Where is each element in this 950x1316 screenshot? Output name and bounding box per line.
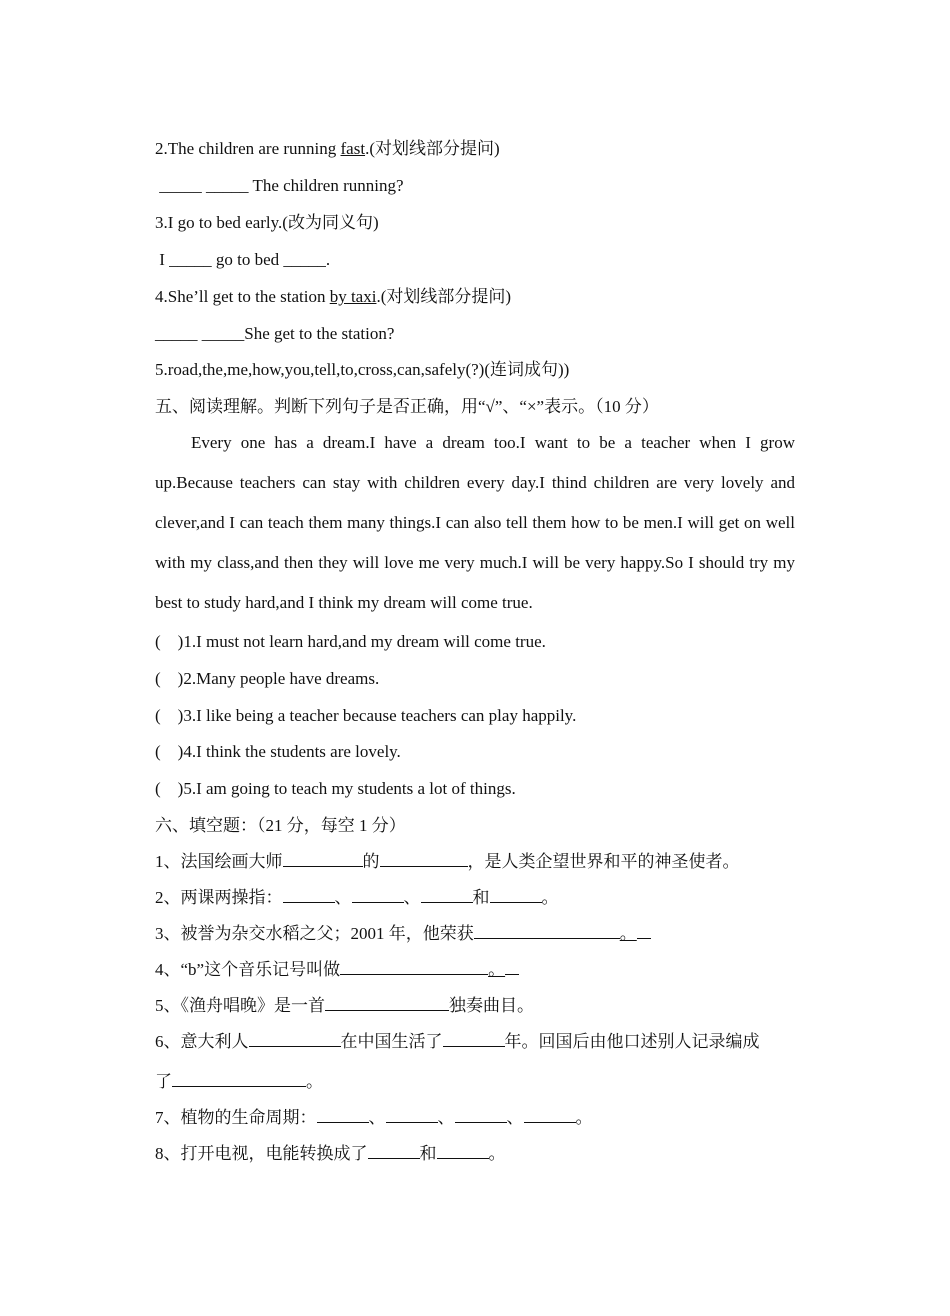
question-text: 。 bbox=[306, 1072, 323, 1091]
fill-question-7 bbox=[155, 1107, 593, 1129]
judge-item-4: ( )4.I think the students are lovely. bbox=[155, 742, 401, 761]
question-text: 1、法国绘画大师 bbox=[155, 852, 283, 871]
answer-blank[interactable] bbox=[368, 1143, 420, 1159]
question-2-prompt bbox=[155, 138, 500, 160]
answer-blank[interactable] bbox=[637, 923, 651, 939]
answer-blank[interactable] bbox=[317, 1107, 369, 1123]
answer-blank[interactable] bbox=[474, 923, 620, 939]
question-text: 3、被誉为杂交水稻之父；2001 年，他荣获 bbox=[155, 924, 474, 943]
answer-blank[interactable] bbox=[325, 995, 449, 1011]
underlined-phrase: fast bbox=[340, 139, 366, 158]
question-4-answer-line: _____ _____She get to the station? bbox=[155, 324, 395, 343]
answer-blank[interactable] bbox=[443, 1031, 505, 1047]
question-text: 。 bbox=[575, 1108, 593, 1127]
question-3-answer-line: I _____ go to bed _____. bbox=[155, 250, 331, 269]
separator: 和 bbox=[472, 888, 490, 907]
question-text: 8、打开电视，电能转换成了 bbox=[155, 1144, 368, 1163]
fill-question-4 bbox=[155, 959, 519, 981]
question-instruction: .(对划线部分提问) bbox=[365, 139, 500, 158]
fill-question-6 bbox=[155, 1031, 760, 1053]
question-text: ，是人类企望世界和平的神圣使者。 bbox=[467, 852, 740, 871]
reading-passage: Every one has a dream.I have a dream too.I want to be a teacher when I grow up.Because teachers can stay with children every day.I thind children are very lovely and clever,and I can teach them many things.I can also tell them how to be men.I will get on well with my class,and then they will love me very much.I will be very happy.So I should try my best to study hard,and I think my dream will come true. bbox=[155, 433, 795, 612]
judge-item-3: ( )3.I like being a teacher because teachers can play happily. bbox=[155, 706, 577, 725]
answer-blank[interactable] bbox=[172, 1071, 306, 1087]
question-text: 了 bbox=[155, 1072, 172, 1091]
question-4-prompt bbox=[155, 286, 511, 308]
separator: 、 bbox=[437, 1108, 455, 1127]
judge-item-1: ( )1.I must not learn hard,and my dream will come true. bbox=[155, 632, 546, 651]
question-text: 。 bbox=[541, 888, 559, 907]
question-text: 4.She’ll get to the station bbox=[155, 287, 330, 306]
question-text: 年。回国后由他口述别人记录编成 bbox=[504, 1032, 760, 1051]
question-text: 2.The children are running bbox=[155, 139, 341, 158]
answer-blank[interactable] bbox=[455, 1107, 507, 1123]
separator: 、 bbox=[334, 888, 352, 907]
answer-blank[interactable] bbox=[437, 1143, 489, 1159]
answer-blank[interactable] bbox=[283, 851, 363, 867]
answer-blank[interactable] bbox=[249, 1031, 341, 1047]
question-text: 和 bbox=[419, 1144, 437, 1163]
question-instruction: .(对划线部分提问) bbox=[376, 287, 512, 306]
fill-question-5 bbox=[155, 995, 534, 1017]
fill-question-8 bbox=[155, 1143, 506, 1165]
judge-item-5: ( )5.I am going to teach my students a lot of things. bbox=[155, 779, 516, 798]
question-text: 6、意大利人 bbox=[155, 1032, 249, 1051]
question-text: 独奏曲目。 bbox=[449, 996, 534, 1015]
answer-blank[interactable] bbox=[283, 887, 335, 903]
answer-blank[interactable] bbox=[352, 887, 404, 903]
question-text: 7、植物的生命周期： bbox=[155, 1108, 317, 1127]
answer-blank[interactable] bbox=[380, 851, 468, 867]
fill-question-2 bbox=[155, 887, 559, 909]
question-text: 4、“b”这个音乐记号叫做 bbox=[155, 960, 341, 979]
section-5-heading: 五、阅读理解。判断下列句子是否正确，用“√”、“×”表示。（10 分） bbox=[155, 397, 659, 416]
question-text: 在中国生活了 bbox=[340, 1032, 443, 1051]
question-text: 。 bbox=[488, 1144, 506, 1163]
answer-blank[interactable] bbox=[340, 959, 488, 975]
fill-question-6-continued bbox=[155, 1071, 323, 1093]
question-text: 。 bbox=[488, 960, 506, 979]
answer-blank[interactable] bbox=[524, 1107, 576, 1123]
question-text: 。 bbox=[619, 924, 637, 943]
separator: 、 bbox=[368, 1108, 386, 1127]
question-3-prompt: 3.I go to bed early.(改为同义句) bbox=[155, 213, 379, 232]
underlined-phrase: by taxi bbox=[329, 287, 377, 306]
answer-blank[interactable] bbox=[386, 1107, 438, 1123]
answer-blank[interactable] bbox=[490, 887, 542, 903]
separator: 、 bbox=[403, 888, 421, 907]
judge-item-2: ( )2.Many people have dreams. bbox=[155, 669, 380, 688]
question-text: 2、两课两操指： bbox=[155, 888, 283, 907]
answer-blank[interactable] bbox=[505, 959, 519, 975]
fill-question-1 bbox=[155, 851, 740, 873]
question-text: 5、《渔舟唱晚》是一首 bbox=[155, 996, 325, 1015]
question-5-prompt: 5.road,the,me,how,you,tell,to,cross,can,safely(?)(连词成句)) bbox=[155, 360, 570, 379]
section-6-heading: 六、填空题：（21 分，每空 1 分） bbox=[155, 816, 406, 835]
question-text: 的 bbox=[362, 852, 380, 871]
separator: 、 bbox=[506, 1108, 524, 1127]
question-2-answer-line: _____ _____ The children running? bbox=[155, 176, 404, 195]
fill-question-3 bbox=[155, 923, 651, 945]
answer-blank[interactable] bbox=[421, 887, 473, 903]
